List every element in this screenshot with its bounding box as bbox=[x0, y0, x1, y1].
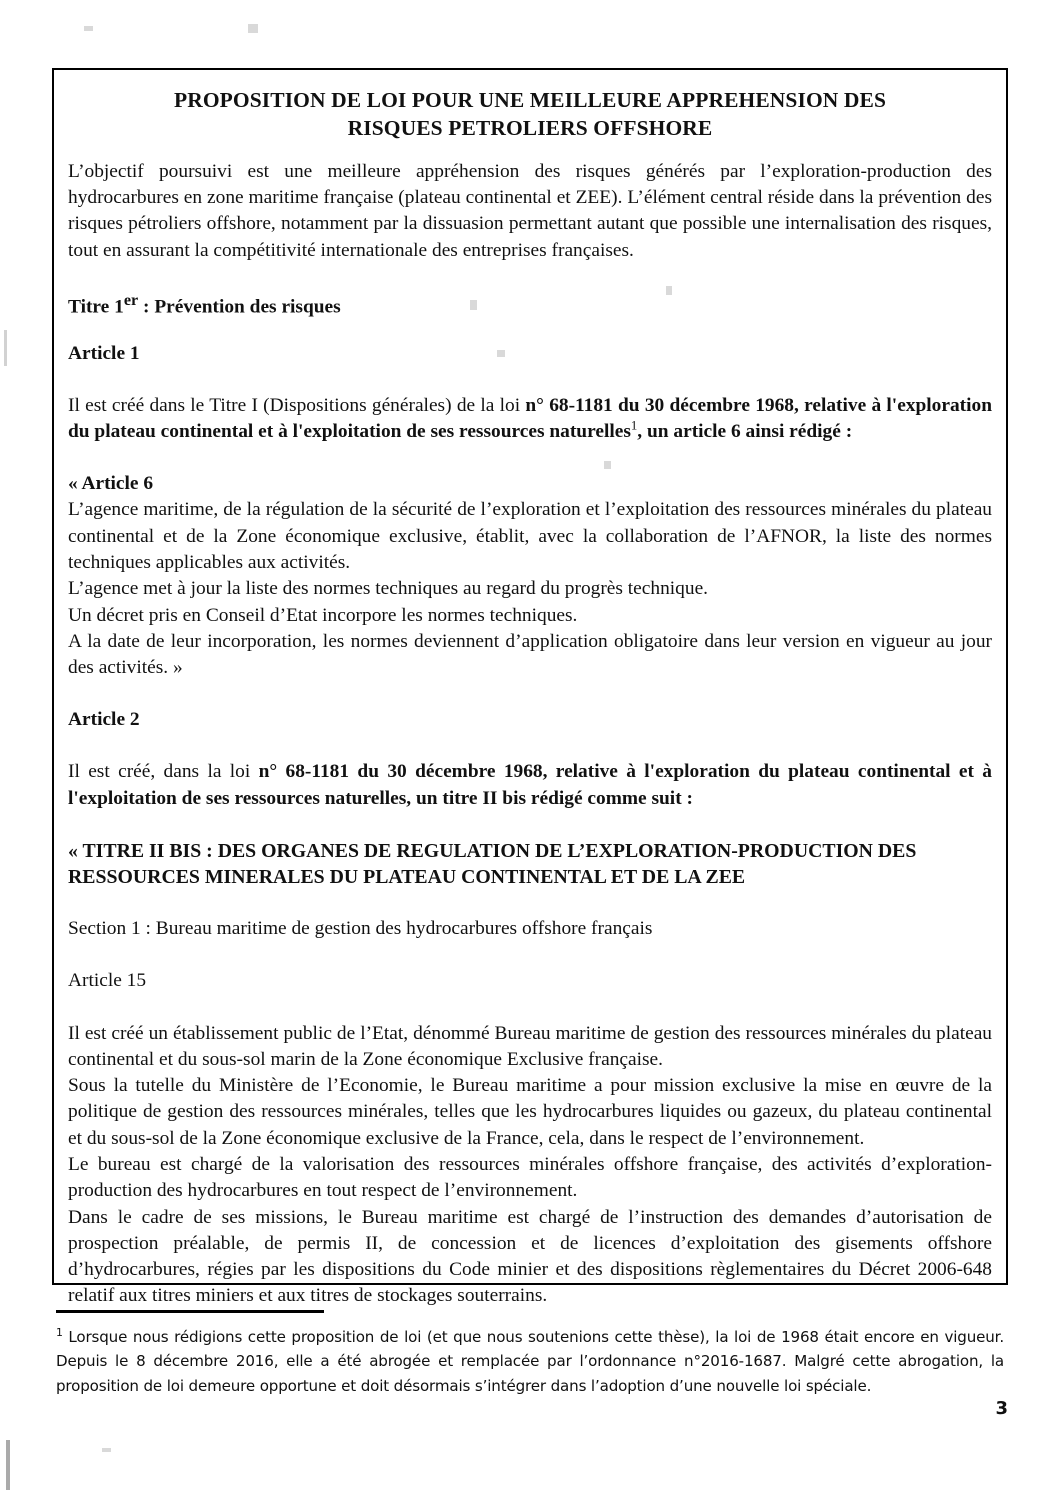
article-15-paragraph: Le bureau est chargé de la valorisation des ressources minérales offshore française, des activités d’exploration-production des hydrocarbures en tout respect de l’environnement. bbox=[68, 1154, 992, 1202]
heading-article-15: Article 15 bbox=[68, 970, 147, 992]
heading-article-6-quote: « Article 6 bbox=[68, 473, 154, 495]
article-15-paragraph: Dans le cadre de ses missions, le Bureau maritime est chargé de l’instruction des demandes d’autorisation de prospection préalable, de permis II, de concession et de licences d’exploitation des gisements offshore d’hydrocarbures, régies par les dispositions du Code minier et des dispositions règlementaires du Décret 2006-648 relatif aux titres miniers et aux titres de stockages souterrains. bbox=[68, 1206, 992, 1307]
scan-edge-artifact bbox=[6, 1440, 10, 1490]
heading-titre-2-bis-line-2: RESSOURCES MINERALES DU PLATEAU CONTINENTAL ET DE LA ZEE bbox=[68, 866, 746, 889]
spacer bbox=[68, 367, 992, 393]
article-6-line: L’agence maritime, de la régulation de la sécurité de l’exploration et l’exploitation des ressources minérales du plateau continental et de la Zone économique exclusive, établit, avec la collaboration de l’AFNOR, la liste des normes techniques applicables aux activités. bbox=[68, 499, 992, 574]
article-1-bold-text: n° 68-1181 du 30 décembre 1968, relative à l'exploration du plateau continental et à l'exploitation de ses ressources naturelles bbox=[68, 394, 992, 442]
spacer bbox=[68, 733, 992, 759]
article-15-body bbox=[68, 1021, 992, 1310]
heading-section-1: Section 1 : Bureau maritime de gestion des hydrocarbures offshore français bbox=[68, 918, 653, 940]
heading-titre-1-rest: : Prévention des risques bbox=[138, 296, 341, 318]
article-1-bold-text-2: , un article 6 ainsi rédigé : bbox=[637, 421, 853, 442]
spacer bbox=[68, 681, 992, 707]
article-6-quote-body bbox=[68, 497, 992, 681]
spacer bbox=[68, 942, 992, 968]
page-title bbox=[74, 86, 986, 143]
spacer bbox=[68, 445, 992, 471]
page-title-line-1: PROPOSITION DE LOI POUR UNE MEILLEURE APPREHENSION DES bbox=[173, 88, 887, 112]
document-frame bbox=[52, 68, 1008, 1307]
spacer bbox=[68, 995, 992, 1021]
footnote-text bbox=[56, 1325, 1004, 1398]
scan-speckle bbox=[102, 1448, 111, 1452]
article-2-bold-text: n° 68-1181 du 30 décembre 1968, relative à l'exploration du plateau continental et à l'exploitation de ses ressources naturelles, un titre II bis rédigé comme suit : bbox=[68, 761, 992, 809]
heading-titre-1-ordinal: er bbox=[123, 291, 139, 309]
footnote-area bbox=[52, 1310, 1008, 1398]
footnote-body: Lorsque nous rédigions cette proposition de loi (et que nous soutenions cette thèse), la loi de 1968 était encore en vigueur. Depuis le 8 décembre 2016, elle a été abrogée et remplacée par l’ordonnance n°2016-1687. Malgré cette abrogation, la proposition de loi demeure opportune et doit désormais s’intégrer dans l’adoption d’une nouvelle loi spéciale. bbox=[56, 1328, 1004, 1395]
scan-edge-artifact bbox=[4, 330, 7, 366]
spacer bbox=[68, 264, 992, 290]
footnote-separator-rule bbox=[56, 1310, 324, 1313]
spacer bbox=[68, 890, 992, 916]
intro-paragraph: L’objectif poursuivi est une meilleure appréhension des risques générés par l’exploration-production des hydrocarbures en zone maritime française (plateau continental et ZEE). L’élément central réside dans la prévention des risques pétroliers offshore, notamment par la dissuasion permettant autant que possible une internalisation des risques, tout en assurant la compétitivité internationale des entreprises françaises. bbox=[68, 160, 992, 261]
heading-titre-1-text: Titre 1 bbox=[68, 296, 124, 318]
heading-article-2: Article 2 bbox=[68, 709, 140, 731]
page-number: 3 bbox=[995, 1398, 1008, 1419]
article-6-line: L’agence met à jour la liste des normes techniques au regard du progrès technique. bbox=[68, 578, 709, 600]
footnote-marker: 1 bbox=[56, 1325, 63, 1339]
article-15-paragraph: Sous la tutelle du Ministère de l’Economie, le Bureau maritime a pour mission exclusive la mise en œuvre de la politique de gestion des ressources minérales, telles que les hydrocarbures liquides ou gazeux, du plateau continental et du sous-sol de la Zone économique exclusive de la France, cela, dans le respect de l’environnement. bbox=[68, 1075, 992, 1149]
article-1-body bbox=[68, 393, 992, 446]
article-15-paragraph: Il est créé un établissement public de l’Etat, dénommé Bureau maritime de gestion des ressources minérales du plateau continental et du sous-sol marin de la Zone économique Exclusive française. bbox=[68, 1022, 992, 1070]
spacer bbox=[68, 812, 992, 838]
heading-titre-1 bbox=[68, 290, 992, 321]
heading-article-1: Article 1 bbox=[68, 342, 140, 364]
footnote-reference-marker: 1 bbox=[630, 418, 638, 433]
article-6-line: A la date de leur incorporation, les normes deviennent d’application obligatoire dans leur version en vigueur au jour des activités. » bbox=[68, 630, 992, 678]
scan-speckle bbox=[248, 24, 258, 33]
page-title-line-2: RISQUES PETROLIERS OFFSHORE bbox=[347, 116, 713, 141]
spacer bbox=[68, 321, 992, 341]
heading-titre-2-bis-line-1: « TITRE II BIS : DES ORGANES DE REGULATION DE L’EXPLORATION-PRODUCTION DES bbox=[68, 840, 917, 862]
article-2-regular-text: Il est créé, dans la loi bbox=[68, 761, 259, 783]
article-6-line: Un décret pris en Conseil d’Etat incorpore les normes techniques. bbox=[68, 604, 578, 626]
heading-titre-2-bis bbox=[68, 838, 992, 890]
article-1-regular-text: Il est créé dans le Titre I (Dispositions générales) de la loi bbox=[68, 394, 526, 416]
article-2-body bbox=[68, 759, 992, 812]
scan-speckle bbox=[84, 26, 93, 31]
